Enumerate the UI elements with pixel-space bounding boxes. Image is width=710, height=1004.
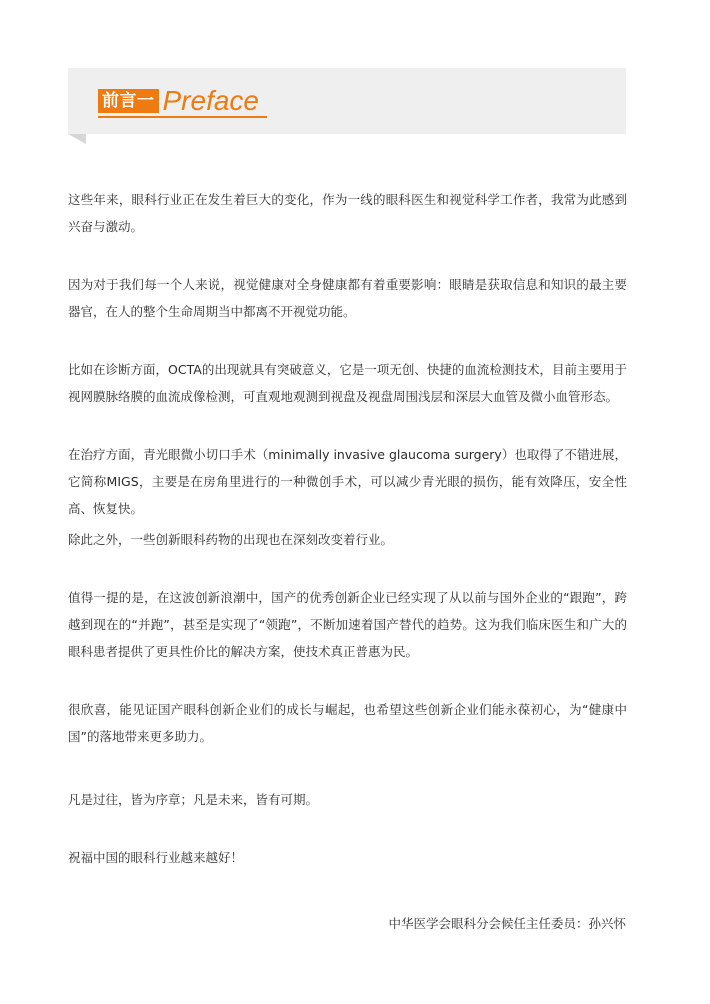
- paragraph-2: 因为对于我们每一个人来说，视觉健康对全身健康都有着重要影响：眼睛是获取信息和知识的最主要器官，在人的整个生命周期当中都离不开视觉功能。: [68, 277, 627, 319]
- paragraph-5: 除此之外，一些创新眼科药物的出现也在深刻改变着行业。: [68, 532, 394, 547]
- paragraph-4: 在治疗方面，青光眼微小切口手术（minimally invasive glaucoma surgery）也取得了不错进展，它简称MIGS，主要是在房角里进行的一种微创手术，可以减少青光眼的损伤，能有效降压，安全性高、恢复快。: [68, 447, 627, 516]
- paragraph-6: 值得一提的是，在这波创新浪潮中，国产的优秀创新企业已经实现了从以前与国外企业的“跟跑”，跨越到现在的“并跑”，甚至是实现了“领跑”，不断加速着国产替代的趋势。这为我们临床医生和广大的眼科患者提供了更具性价比的解决方案，使技术真正普惠为民。: [68, 590, 627, 659]
- header-fold-decoration: [68, 134, 86, 144]
- title-chinese: 前言一: [98, 89, 159, 113]
- paragraph-8: 凡是过往，皆为序章；凡是未来，皆有可期。: [68, 792, 319, 807]
- title-underline: [98, 116, 267, 118]
- paragraph-7: 很欣喜，能见证国产眼科创新企业们的成长与崛起，也希望这些创新企业们能永葆初心，为“健康中国”的落地带来更多助力。: [68, 702, 627, 744]
- paragraph-3: 比如在诊断方面，OCTA的出现就具有突破意义，它是一项无创、快捷的血流检测技术，目前主要用于视网膜脉络膜的血流成像检测，可直观地观测到视盘及视盘周围浅层和深层大血管及微小血管形态。: [68, 362, 627, 404]
- paragraph-1: 这些年来，眼科行业正在发生着巨大的变化，作为一线的眼科医生和视觉科学工作者，我常为此感到兴奋与激动。: [68, 192, 627, 234]
- signature: 中华医学会眼科分会候任主任委员：孙兴怀: [388, 916, 626, 931]
- title-english: Preface: [162, 85, 259, 116]
- paragraph-9: 祝福中国的眼科行业越来越好！: [68, 850, 244, 865]
- page-title: [98, 84, 259, 118]
